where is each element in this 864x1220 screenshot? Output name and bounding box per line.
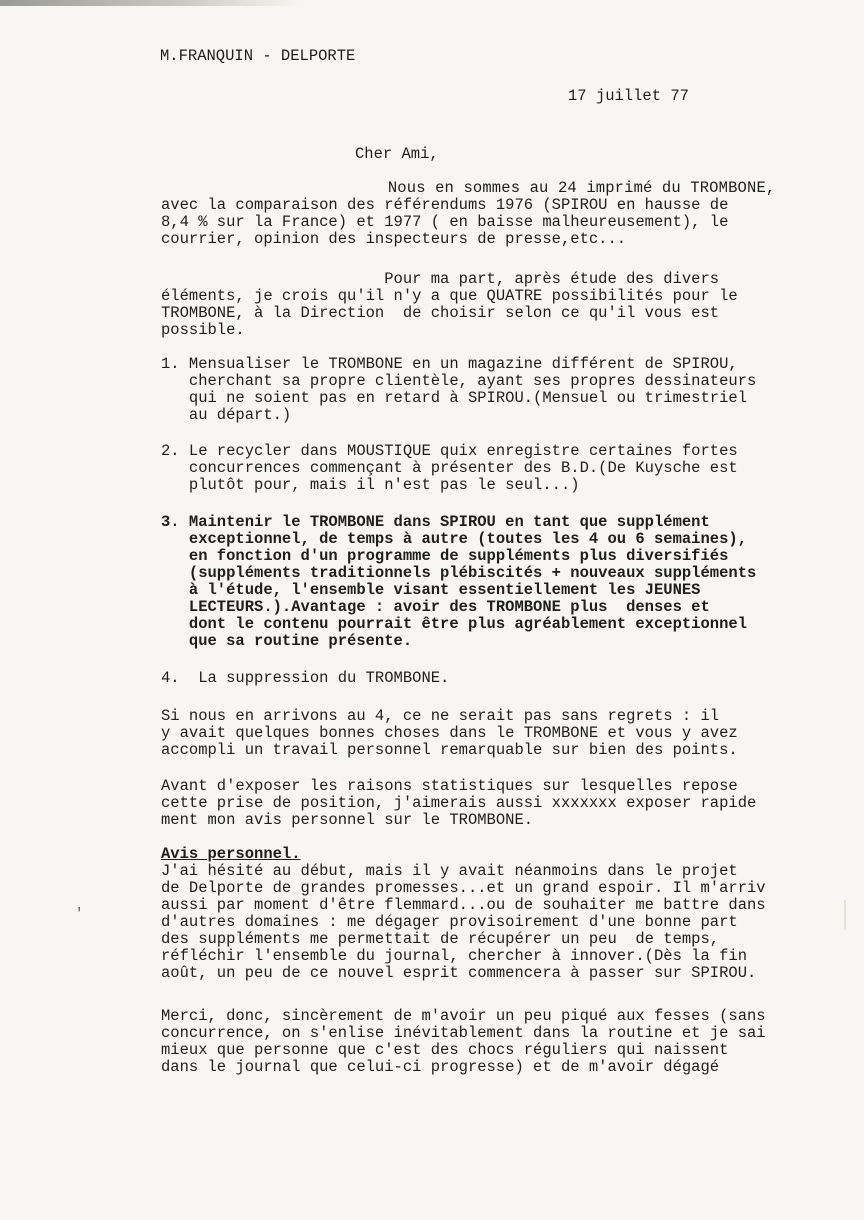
scan-edge-shadow <box>0 0 300 6</box>
text-line: exceptionnel, de temps à autre (toutes les 4 ou 6 semaines), <box>161 530 747 548</box>
text-line: cherchant sa propre clientèle, ayant ses propres dessinateurs <box>161 372 757 390</box>
text-line: LECTEURS.).Avantage : avoir des TROMBONE plus denses et <box>161 598 710 616</box>
text-line: août, un peu de ce nouvel esprit commencera à passer sur SPIROU. <box>161 964 757 982</box>
text-line: éléments, je crois qu'il n'y a que QUATRE possibilités pour le <box>161 287 738 305</box>
margin-mark: ' <box>75 906 84 922</box>
text-line: Pour ma part, après étude des divers <box>161 270 720 288</box>
text-line: à l'étude, l'ensemble visant essentiellement les JEUNES <box>161 581 701 599</box>
section-avis-personnel <box>161 846 851 982</box>
paragraph-intro <box>161 180 851 248</box>
text-line: avec la comparaison des référendums 1976 (SPIROU en hausse de <box>161 196 729 214</box>
text-line: au départ.) <box>161 406 292 424</box>
text-line: des suppléments me permettait de récupérer un peu de temps, <box>161 930 720 948</box>
text-line: dans le journal que celui-ci progresse) et de m'avoir dégagé <box>161 1058 720 1076</box>
text-line: réfléchir l'ensemble du journal, chercher à innover.(Dès la fin <box>161 947 747 965</box>
section-heading: Avis personnel. <box>161 845 301 863</box>
text-line: 8,4 % sur la France) et 1977 ( en baisse malheureusement), le <box>161 213 729 231</box>
text-line: plutôt pour, mais il n'est pas le seul...) <box>161 476 580 494</box>
text-line: que sa routine présente. <box>161 632 413 650</box>
text-line: J'ai hésité au début, mais il y avait néanmoins dans le projet <box>161 862 738 880</box>
text-line: mieux que personne que c'est des chocs réguliers qui naissent <box>161 1041 729 1059</box>
text-line: aussi par moment d'être flemmard...ou de souhaiter me battre dans <box>161 896 766 914</box>
text-line: de Delporte de grandes promesses...et un grand espoir. Il m'arriv <box>161 879 766 897</box>
text-line: concurrence, on s'enlise inévitablement dans la routine et je sai <box>161 1024 766 1042</box>
text-line: en fonction d'un programme de suppléments plus diversifiés <box>161 547 729 565</box>
greeting: Cher Ami, <box>355 145 439 163</box>
text-line: qui ne soient pas en retard à SPIROU.(Mensuel ou trimestriel <box>161 389 747 407</box>
text-line: courrier, opinion des inspecteurs de presse,etc... <box>161 230 627 248</box>
text-line: d'autres domaines : me dégager provisoirement d'une bonne part <box>161 913 738 931</box>
text-line: 1. Mensualiser le TROMBONE en un magazine différent de SPIROU, <box>161 355 738 373</box>
paper-stain <box>844 900 846 930</box>
text-line: (suppléments traditionnels plébiscités + nouveaux suppléments <box>161 564 757 582</box>
text-line: Avant d'exposer les raisons statistiques sur lesquelles repose <box>161 777 738 795</box>
text-line: cette prise de position, j'aimerais aussi xxxxxxx exposer rapide <box>161 794 757 812</box>
text-line: 3. Maintenir le TROMBONE dans SPIROU en tant que supplément <box>161 513 710 531</box>
text-line: concurrences commençant à présenter des B.D.(De Kuysche est <box>161 459 738 477</box>
paragraph-merci <box>161 1008 851 1076</box>
paragraph-possibilities <box>161 271 851 339</box>
text-line: y avait quelques bonnes choses dans le TROMBONE et vous y avez <box>161 724 738 742</box>
text-line: Si nous en arrivons au 4, ce ne serait pas sans regrets : il <box>161 707 720 725</box>
text-line: Nous en sommes au 24 imprimé du TROMBONE, <box>161 179 776 197</box>
option-3 <box>161 514 851 650</box>
text-line: Merci, donc, sincèrement de m'avoir un peu piqué aux fesses (sans <box>161 1007 766 1025</box>
option-2 <box>161 443 851 494</box>
letter-date: 17 juillet 77 <box>568 87 689 105</box>
text-line: 2. Le recycler dans MOUSTIQUE quix enregistre certaines fortes <box>161 442 738 460</box>
paragraph-regrets <box>161 708 851 759</box>
option-1 <box>161 356 851 424</box>
text-line: dont le contenu pourrait être plus agréablement exceptionnel <box>161 615 747 633</box>
option-4 <box>161 670 851 687</box>
text-line: accompli un travail personnel remarquable sur bien des points. <box>161 741 738 759</box>
text-line: possible. <box>161 321 245 339</box>
sender-name: M.FRANQUIN - DELPORTE <box>160 47 356 65</box>
paragraph-statistics <box>161 778 851 829</box>
text-line: TROMBONE, à la Direction de choisir selon ce qu'il vous est <box>161 304 720 322</box>
text-line: 4. La suppression du TROMBONE. <box>161 669 450 687</box>
text-line: ment mon avis personnel sur le TROMBONE. <box>161 811 534 829</box>
